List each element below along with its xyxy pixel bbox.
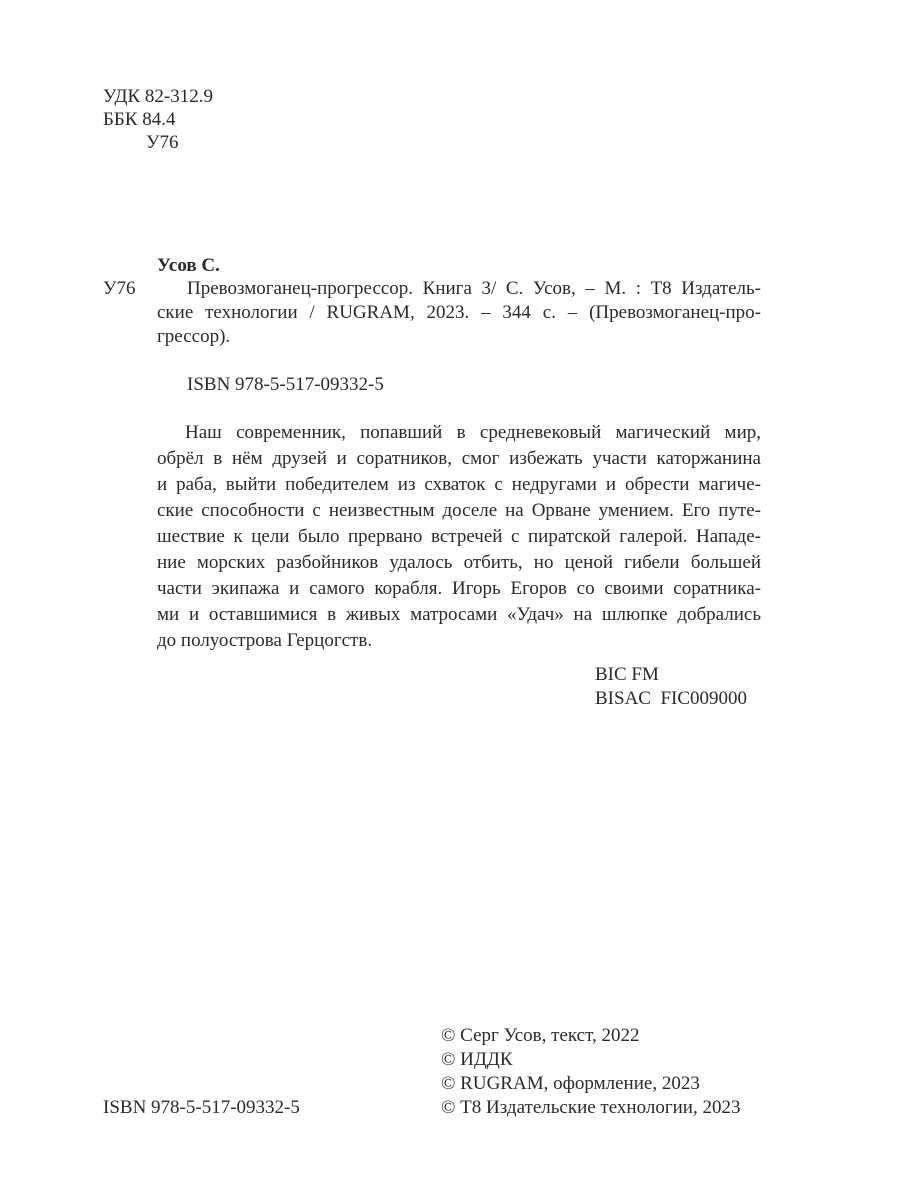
annotation-line: ние морских разбойников удалось отбить, но ценой гибели большей <box>157 552 761 573</box>
bib-description-line: ские технологии / RUGRAM, 2023. – 344 с. – (Превозмоганец-про- <box>157 302 761 323</box>
udk-code: УДК 82-312.9 <box>103 86 213 107</box>
annotation-line: до полуострова Герцогств. <box>157 630 373 651</box>
author-name: Усов С. <box>157 255 220 276</box>
annotation-line: шествие к цели было прервано встречей с пиратской галерой. Нападе- <box>157 526 761 547</box>
annotation-line: и раба, выйти победителем из схваток с недругами и обрести магиче- <box>157 474 761 495</box>
annotation-line: Наш современник, попавший в средневековый магический мир, <box>185 422 761 443</box>
footer-isbn: ISBN 978-5-517-09332-5 <box>103 1097 300 1118</box>
bib-isbn: ISBN 978-5-517-09332-5 <box>187 374 384 395</box>
bic-code: BIC FM <box>595 664 659 685</box>
bib-description-line: Превозмоганец-прогрессор. Книга 3/ С. Усов, – М. : Т8 Издатель- <box>187 278 761 299</box>
bib-author-mark: У76 <box>103 278 136 299</box>
bbk-code: ББК 84.4 <box>103 109 176 130</box>
bisac-code: BISAC FIC009000 <box>595 688 748 709</box>
copyright-line: © Т8 Издательские технологии, 2023 <box>441 1097 741 1118</box>
annotation-line: части экипажа и самого корабля. Игорь Егоров со своими соратника- <box>157 578 761 599</box>
copyright-line: © RUGRAM, оформление, 2023 <box>441 1073 700 1094</box>
annotation-line: ские способности с неизвестным доселе на Орване умением. Его путе- <box>157 500 761 521</box>
bib-description-line: грессор). <box>157 326 231 347</box>
annotation-line: обрёл в нём друзей и соратников, смог избежать участи каторжанина <box>157 448 761 469</box>
copyright-line: © ИДДК <box>441 1049 513 1070</box>
author-mark: У76 <box>146 132 179 153</box>
annotation-line: ми и оставшимися в живых матросами «Удач» на шлюпке добрались <box>157 604 761 625</box>
copyright-line: © Серг Усов, текст, 2022 <box>441 1025 640 1046</box>
